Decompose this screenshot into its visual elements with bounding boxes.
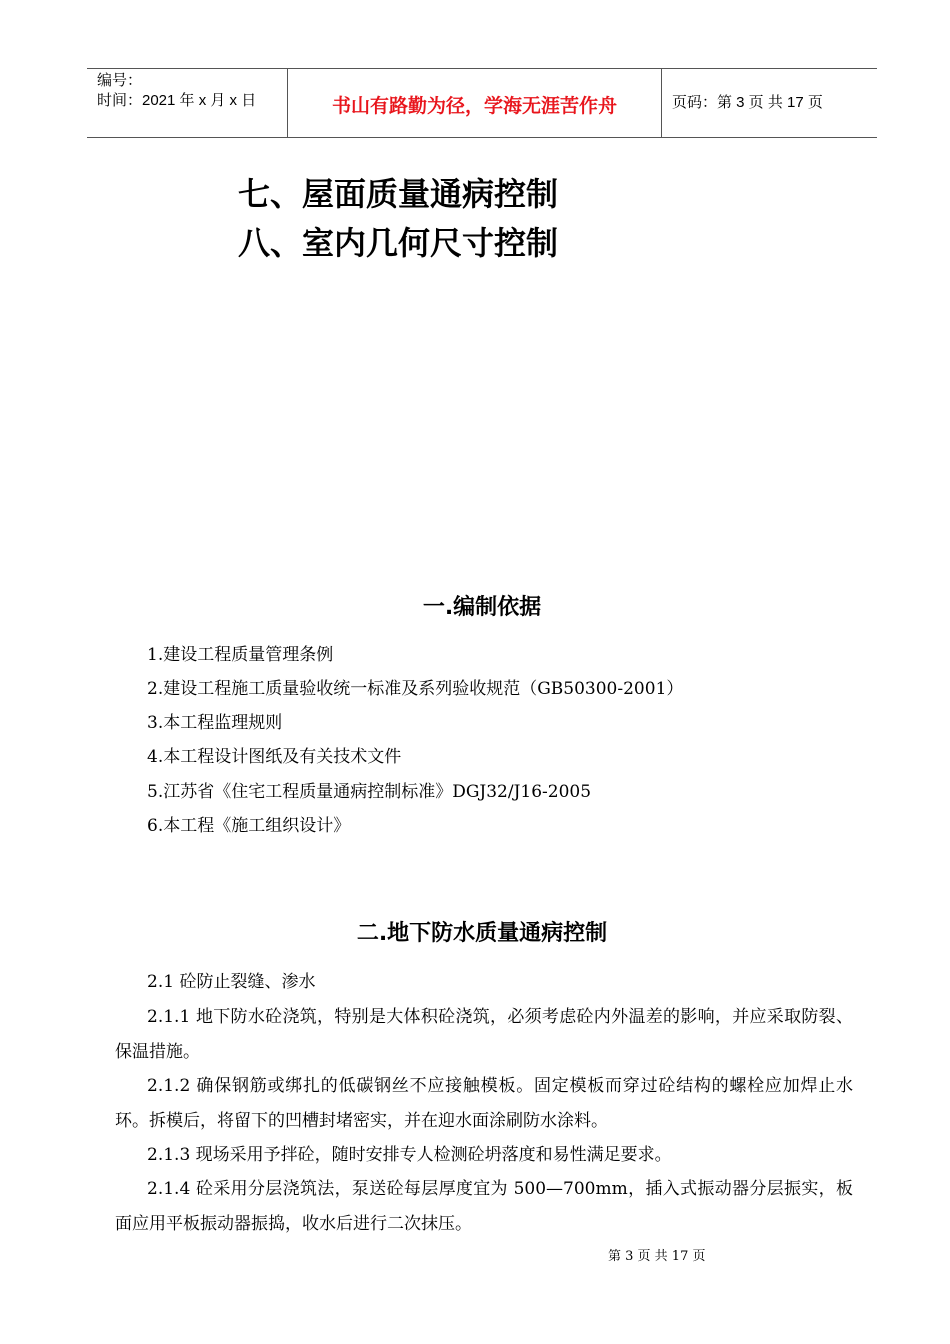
reference-item: 3.本工程监理规则 [147, 713, 283, 733]
document-time-label: 时间：2021 年 x 月 x 日 [97, 92, 257, 109]
header-motto: 书山有路勤为径，学海无涯苦作舟 [331, 95, 617, 117]
reference-item: 5.江苏省《住宅工程质量通病控制标准》DGJ32/J16-2005 [147, 782, 592, 802]
reference-item: 2.建设工程施工质量验收统一标准及系列验收规范（GB50300-2001） [147, 679, 684, 699]
reference-item: 6.本工程《施工组织设计》 [147, 816, 351, 836]
section-title-basis: 一.编制依据 [422, 595, 542, 620]
document-number-label: 编号： [97, 72, 143, 89]
header-meta-cell [87, 69, 287, 137]
body-paragraph: 2.1.3 现场采用予拌砼，随时安排专人检测砼坍落度和易性满足要求。 [147, 1145, 672, 1165]
body-paragraph: 2.1 砼防止裂缝、渗水 [147, 972, 316, 992]
toc-entry-indoor-geometry: 八、室内几何尺寸控制 [238, 224, 559, 262]
header-page-cell [662, 69, 877, 137]
reference-item: 1.建设工程质量管理条例 [147, 645, 334, 665]
toc-entry-roof: 七、屋面质量通病控制 [238, 175, 559, 213]
section-title-basement-waterproofing: 二.地下防水质量通病控制 [356, 921, 608, 946]
reference-item: 4.本工程设计图纸及有关技术文件 [147, 747, 402, 767]
header-page-info: 页码：第 3 页 共 17 页 [672, 94, 823, 111]
body-paragraph: 2.1.4 砼采用分层浇筑法，泵送砼每层厚度宜为 500—700mm，插入式振动器分层振实，板面应用平板振动器振捣，收水后进行二次抹压。 [115, 1179, 853, 1234]
page-footer: 第 3 页 共 17 页 [608, 1249, 706, 1264]
page-header [87, 68, 877, 138]
body-paragraph: 2.1.2 确保钢筋或绑扎的低碳钢丝不应接触模板。固定模板而穿过砼结构的螺栓应加焊止水环。拆模后，将留下的凹槽封堵密实，并在迎水面涂刷防水涂料。 [115, 1076, 853, 1131]
header-motto-cell [287, 69, 662, 137]
body-paragraph: 2.1.1 地下防水砼浇筑，特别是大体积砼浇筑，必须考虑砼内外温差的影响，并应采取防裂、保温措施。 [115, 1007, 853, 1062]
